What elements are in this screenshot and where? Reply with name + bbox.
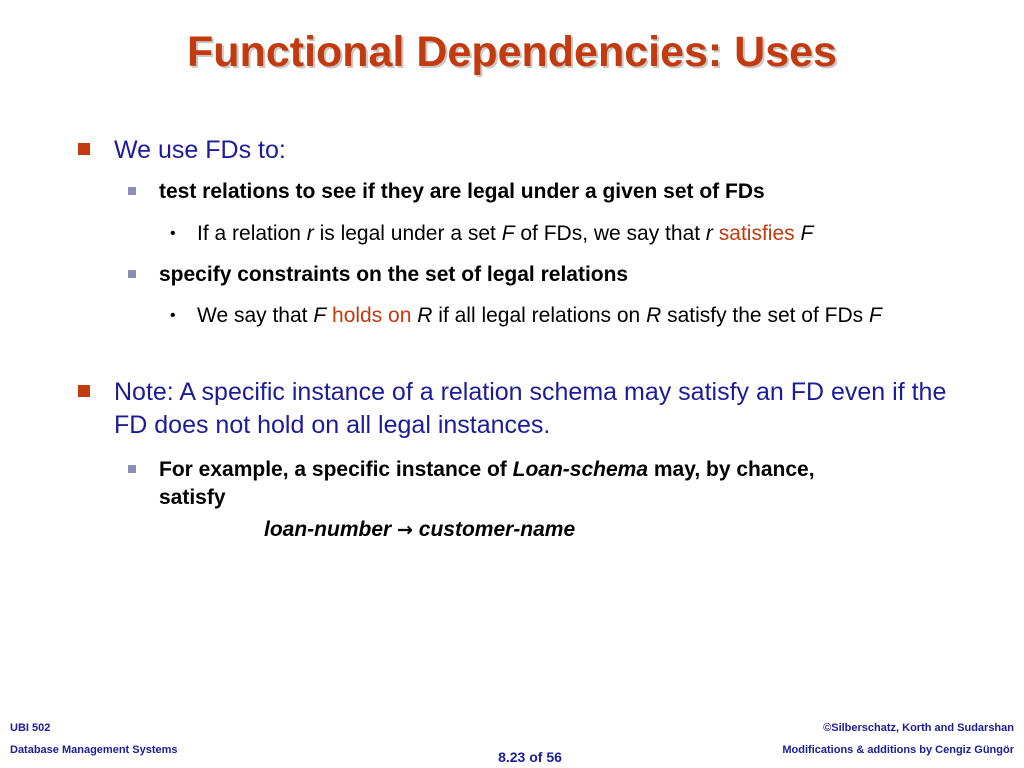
example-text: For example, a specific instance of Loan-schema may, by chance, satisfy	[159, 458, 815, 509]
holds-on-definition: We say that F holds on R if all legal relations on R satisfy the set of FDs F	[197, 304, 882, 327]
small-square-bullet-icon	[128, 270, 136, 278]
footer-course-code: UBI 502	[10, 722, 51, 734]
footer-modifications: Modifications & additions by Cengiz Güngör	[782, 744, 1014, 756]
sub-sub-bullet-holds-on	[170, 302, 970, 330]
small-square-bullet-icon	[128, 465, 136, 473]
holds-on-keyword: holds on	[332, 304, 412, 327]
footer-copyright: ©Silberschatz, Korth and Sudarshan	[823, 722, 1014, 734]
footer-course-name: Database Management Systems	[10, 744, 178, 756]
sub-bullet-example	[128, 456, 868, 544]
dot-bullet-icon: •	[170, 307, 176, 324]
satisfies-keyword: satisfies	[718, 222, 795, 245]
slide-title: Functional Dependencies: Uses	[187, 28, 837, 76]
test-relations-text: test relations to see if they are legal under a given set of FDs	[159, 180, 765, 203]
small-square-bullet-icon	[128, 187, 136, 195]
square-bullet-icon	[78, 143, 90, 155]
footer-page-number: 8.23 of 56	[498, 749, 562, 765]
sub-sub-bullet-satisfies	[170, 220, 970, 248]
right-arrow-icon: →	[397, 519, 413, 541]
square-bullet-icon	[78, 385, 90, 397]
fd-expression: loan-number → customer-name	[264, 518, 576, 541]
dot-bullet-icon: •	[170, 225, 176, 242]
specify-constraints-text: specify constraints on the set of legal relations	[159, 263, 629, 286]
sub-bullet-specify-constraints	[128, 261, 888, 289]
note-text: Note: A specific instance of a relation schema may satisfy an FD even if the FD does not hold on all legal instances.	[114, 378, 947, 439]
satisfies-definition: If a relation r is legal under a set F of FDs, we say that r satisfies F	[197, 222, 814, 245]
bullet-note	[78, 376, 958, 442]
bullet-uses	[78, 134, 958, 167]
sub-bullet-test-relations	[128, 178, 888, 206]
uses-intro-text: We use FDs to:	[114, 136, 286, 164]
